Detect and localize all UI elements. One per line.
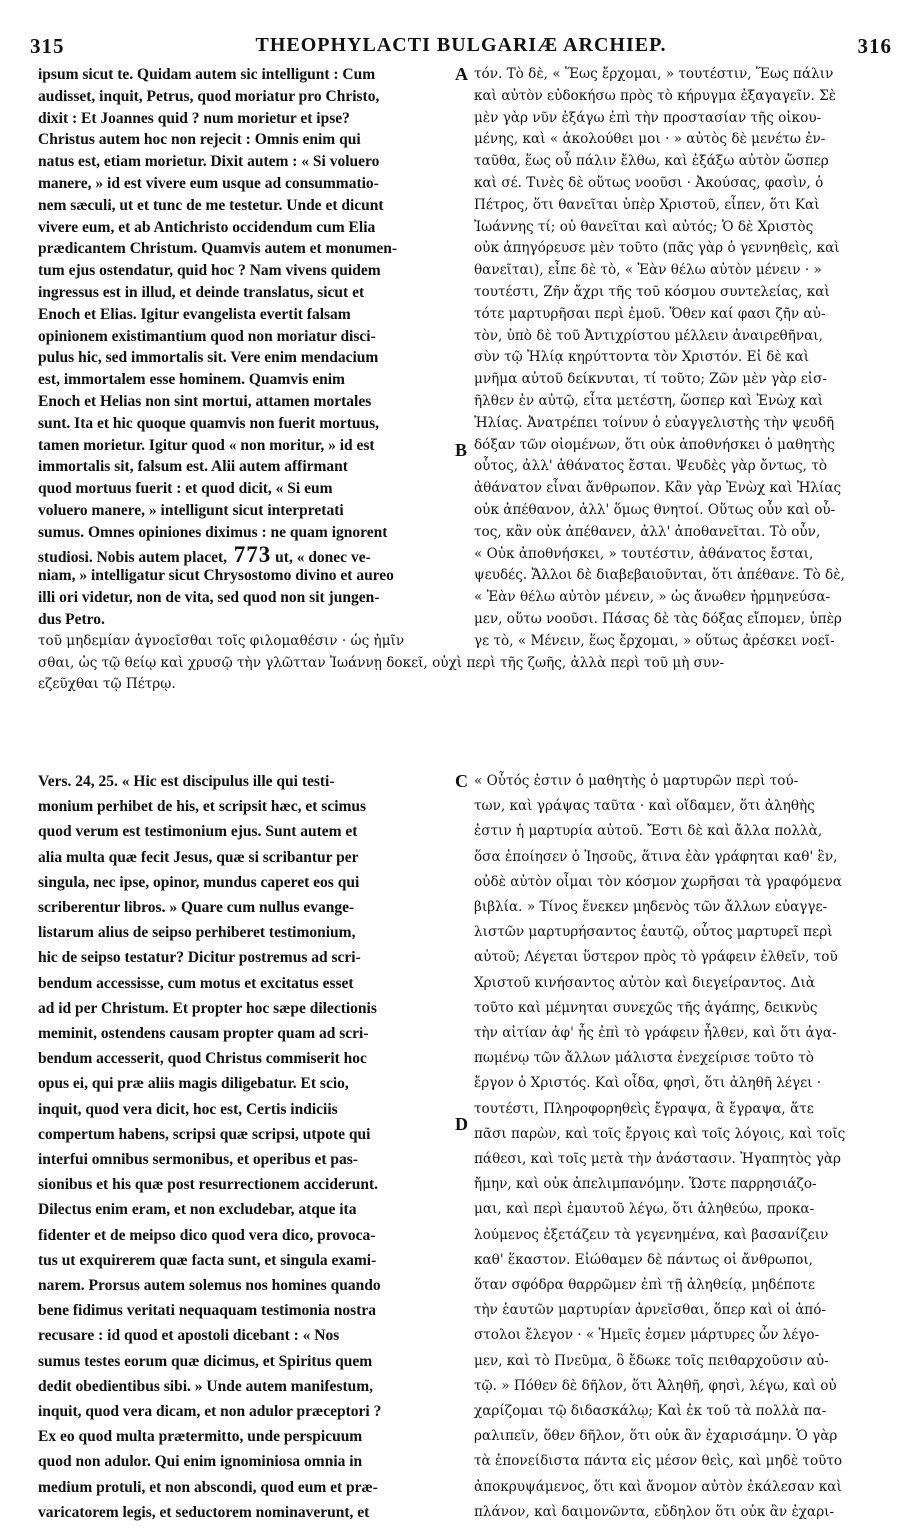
latin-line: quod mortuus fuerit : et quod dicit, « Si eum (38, 480, 333, 498)
greek-line: μνῆμα αὐτοῦ δείκνυται, τί τοῦτο; Ζῶν μὲν γὰρ εἰσ- (474, 371, 827, 388)
greek-line: ραλιπεῖν, ὅθεν δῆλον, ὅτι οὐκ ἂν ἐχαρισάμην. Ὁ γὰρ (474, 1428, 838, 1445)
latin-line: ad id per Christum. Et propter hoc sæpe dilectionis (38, 999, 377, 1017)
latin-line: sionibus et his quæ post resurrectionem acciderunt. (38, 1176, 379, 1194)
greek-line: μένης, καὶ « ἀκολούθει μοι · » αὐτὸς δὲ μενέτω ἐν- (474, 131, 826, 148)
greek-line: στολοι ἔλεγον · « Ἡμεῖς ἐσμεν μάρτυρες ὧν λέγο- (474, 1327, 820, 1344)
greek-line: Χριστοῦ κινήσαντος αὐτὸν καὶ διεγείραντος. Διὰ (474, 974, 815, 991)
greek-line: πωμένῳ τῶν ἄλλων μάλιστα ἐνεχείρισε τοῦτο τὸ (474, 1050, 814, 1067)
latin-line: tamen morietur. Igitur quod « non moritur, » id est (38, 436, 375, 454)
latin-line: monium perhibet de his, et scripsit hæc, et scimus (38, 798, 367, 816)
greek-line: σὺν τῷ Ἠλίᾳ κηρύττοντα τὸν Χριστόν. Εἰ δὲ καὶ (474, 349, 810, 366)
greek-line: λούμενος ἐξετάζειν τὰ γεγενημένα, καὶ βασανίζειν (474, 1226, 829, 1243)
latin-line: inquit, quod vera dicam, et non adulor præceptori ? (38, 1403, 382, 1420)
greek-line: πᾶσι παρὼν, καὶ τοῖς ἔργοις καὶ τοῖς λόγοις, καὶ τοῖς (474, 1125, 846, 1142)
latin-line-tail: ut, « donec ve- (271, 548, 371, 566)
greek-line: « Οὗτός ἐστιν ὁ μαθητὴς ὁ μαρτυρῶν περὶ τού- (474, 773, 799, 789)
latin-line: Enoch et Elias. Igitur evangelista evertit falsam (38, 305, 351, 323)
latin-line: audisset, inquit, Petrus, quod moriatur pro Christo, (38, 87, 380, 105)
latin-line: sumus. Omnes opiniones diximus : ne quam ignorent (38, 523, 388, 541)
greek-line: τὴν αἰτίαν ἀφ' ἧς ἐπὶ τὸ γράφειν ἦλθεν, καὶ ὅτι ἀγα- (474, 1025, 837, 1041)
margin-letter: B (455, 440, 468, 460)
greek-line: τουτέστι, Πληροφορηθεὶς ἔγραψα, ἃ ἔγραψα, ἅτε (474, 1100, 814, 1117)
greek-line: μαι, καὶ περὶ ἐμαυτοῦ λέγω, ὅτι ἀληθεύω, προκα- (474, 1201, 815, 1218)
latin-line: immortalis sit, falsum est. Alii autem affirmant (38, 458, 348, 476)
greek-line: οὐδὲ αὐτὸν οἶμαι τὸν κόσμον χωρῆσαι τὰ γραφόμενα (474, 873, 842, 890)
latin-line: tus ut exquirerem quæ facta sunt, et singula exami- (38, 1251, 377, 1269)
latin-line: bendum accessisse, cum motus et excitatus esset (38, 974, 354, 992)
greek-line: οὐκ ἀπέθανον, ἀλλ' ὅμως θνητοί. Οὕτως οὖν καὶ οὗ- (474, 502, 836, 518)
greek-line: αὐτοῦ; Λέγεται ὕστερον πρὸς τὸ γράφειν ἐλθεῖν, τοῦ (474, 949, 838, 966)
latin-line: dixit : Et Joannes quid ? num morietur et ipse? (38, 109, 350, 127)
greek-line: Πέτρος, ὅτι θανεῖται ὑπὲρ Χριστοῦ, εἶπεν, ὅτι Καὶ (474, 196, 820, 213)
greek-line: πάθεσι, καὶ τοῖς μετὰ τὴν ἀνάστασιν. Ἠγαπητὸς γὰρ (474, 1151, 842, 1167)
latin-line: prædicantem Christum. Quamvis autem et monumen- (38, 240, 398, 258)
latin-line: manere, » id est vivere eum usque ad consummatio- (38, 175, 379, 192)
greek-line: ἐστιν ἡ μαρτυρία αὐτοῦ. Ἔστι δὲ καὶ ἄλλα πολλὰ, (474, 823, 823, 840)
latin-line: niam, » intelligatur sicut Chrysostomo divino et aureo (38, 567, 394, 585)
latin-line: pulus hic, sed immortalis sit. Vere enim mendacium (38, 349, 379, 367)
greek-line: λιστῶν μαρτυρήσαντος ἑαυτῷ, οὗτος μαρτυρεῖ περὶ (474, 924, 833, 941)
margin-letter: D (455, 1114, 468, 1134)
greek-line: δόξαν τῶν οἰομένων, ὅτι οὐκ ἀποθνήσκει ὁ μαθητὴς (474, 436, 835, 453)
greek-line: πλάνον, καὶ δαιμονῶντα, εὔδηλον ὅτι οὐκ ἂν ἐχαρι- (474, 1503, 835, 1520)
latin-line: ipsum sicut te. Quidam autem sic intelligunt : Cum (38, 66, 376, 83)
greek-line: οὗτος, ἀλλ' ἀθάνατος ἔσται. Ψευδὲς γὰρ ὄντως, τὸ (474, 458, 828, 475)
latin-line: inquit, quod vera dicit, hoc est, Certis indiciis (38, 1100, 338, 1118)
latin-line: narem. Prorsus autem solemus nos homines quando (38, 1277, 381, 1294)
greek-line: θανεῖται), εἶπε δὲ τὸ, « Ἐὰν θέλω αὐτὸν μένειν · » (474, 262, 822, 279)
greek-line: τότε μαρτυρῆσαι περὶ ἐμοῦ. Ὅθεν καί φασι ζῆν αὐ- (474, 305, 826, 322)
latin-line: medium protuli, et non abscondi, quod eum et præ- (38, 1478, 378, 1496)
latin-line: quod verum est testimonium ejus. Sunt autem et (38, 823, 358, 841)
greek-line: καὶ αὐτὸν εὐδοκήσω πρὸς τὸ κήρυγμα ἐξαγαγεῖν. Σὲ (474, 87, 837, 104)
greek-line: τῷ. » Πόθεν δὲ δῆλον, ὅτι Ἀληθῆ, φησὶ, λέγω, καὶ οὐ (474, 1377, 837, 1394)
latin-line: tum ejus ostendatur, quid hoc ? Nam vivens quidem (38, 262, 381, 280)
latin-line: bendum accesserit, quod Christus commiserit hoc (38, 1050, 367, 1068)
greek-line: ἔργον ὁ Χριστός. Καὶ οἶδα, φησὶ, ὅτι ἀληθῆ λέγει · (474, 1075, 822, 1092)
greek-line: ὅταν σφόδρα θαρρῶμεν ἐπὶ τῇ ἀληθείᾳ, μηδέποτε (474, 1277, 816, 1293)
latin-line: compertum habens, scripsi quæ scripsi, utpote qui (38, 1125, 371, 1143)
latin-line: vivere eum, et ab Antichristo occidendum cum Elia (38, 218, 376, 236)
latin-line: studiosi. Nobis autem placet, 773 ut, « donec ve- (38, 541, 371, 567)
latin-line: scriberentur libros. » Quare cum nullus evange- (38, 899, 355, 916)
greek-line: τὴν ἑαυτῶν μαρτυρίαν ἀρνεῖσθαι, ὅπερ καὶ οἱ ἀπό- (474, 1302, 827, 1319)
latin-line: opus ei, qui præ aliis magis diligebatur. Et scio, (38, 1075, 349, 1093)
latin-line: bene fidimus veritati nequaquam testimonia nostra (38, 1302, 376, 1320)
greek-line: καὶ σέ. Τινὲς δὲ οὕτως νοοῦσι · Ἀκούσας, φασὶν, ὁ (474, 175, 824, 191)
latin-line: ingressus est in illud, et deinde translatus, sicut et (38, 284, 365, 301)
latin-line: varicatorem legis, et seductorem nominaverunt, et (38, 1503, 370, 1521)
greek-line: τουτέστι, Ζῆν ἄχρι τῆς τοῦ κόσμου συντελείας, καὶ (474, 284, 830, 300)
page-number-left: 315 (30, 34, 65, 58)
greek-line: τος, κἂν οὐκ ἀπέθανεν, ἀλλ' ἀποθανεῖται. Τὸ οὖν, (474, 523, 821, 540)
margin-letter: A (455, 64, 468, 84)
greek-line: μεν, οὕτω νοοῦσι. Πάσας δὲ τὰς δόξας εἴπομεν, ὑπὲρ (474, 611, 842, 627)
greek-line: ῆλθεν ἐν αὐτῷ, εἶτα μετέστη, ὥσπερ καὶ Ἐνὼχ καὶ (474, 393, 824, 409)
latin-line: Vers. 24, 25. « Hic est discipulus ille qui testi- (38, 773, 335, 790)
page-number-right: 316 (857, 34, 892, 58)
greek-line: ψευδές. Ἄλλοι δὲ διαβεβαιοῦνται, ὅτι ἀπέθανε. Τὸ δὲ, (474, 567, 845, 584)
greek-line: « Ἐὰν θέλω αὐτὸν μένειν, » ὡς ἄνωθεν ἡρμηνεύσα- (474, 589, 831, 606)
latin-line: voluero manere, » intelligunt sicut interpretati (38, 502, 344, 519)
greek-line: Ἰωάννης τί; οὐ θανεῖται καὶ αὐτός; Ὁ δὲ Χριστὸς (474, 218, 814, 235)
latin-line: illi ori videtur, non de vita, sed quod non sit jungen- (38, 589, 380, 607)
latin-line: dus Petro. (38, 611, 105, 628)
latin-line: alia multa quæ fecit Jesus, quæ si scribantur per (38, 848, 359, 866)
latin-line: fidenter et de meipso dico quod vera dico, provoca- (38, 1226, 376, 1244)
running-title: THEOPHYLACTI BULGARIÆ ARCHIEP. (255, 34, 667, 56)
latin-line: Dilectus enim eram, et non excludebar, atque ita (38, 1201, 357, 1219)
greek-line: τὸν, ὑπὸ δὲ τοῦ Ἀντιχρίστου μέλλειν ἀναιρεθῆναι, (474, 327, 823, 344)
greek-wide-line: εζεῦχθαι τῷ Πέτρῳ. (38, 676, 176, 693)
greek-line: τόν. Τὸ δὲ, « Ἕως ἔρχομαι, » τουτέστιν, Ἕως πάλιν (474, 66, 834, 82)
greek-line: τὰ ἐπονείδιστα πάντα εἰς μέσον θεὶς, καὶ μηδὲ τοῦτο (474, 1453, 843, 1470)
latin-line: sumus testes eorum quæ dicimus, et Spiritus quem (38, 1352, 373, 1370)
greek-line: μὲν γὰρ νῦν ἐξάγω ἐπὶ τὴν προστασίαν τῆς οἰκου- (474, 109, 822, 126)
latin-line: quod non adulor. Qui enim ignominiosa omnia in (38, 1453, 363, 1471)
greek-line: ὅσα ἐποίησεν ὁ Ἰησοῦς, ἅτινα ἐὰν γράφηται καθ' ἓν, (474, 848, 838, 865)
latin-line: hic de seipso testatur? Dicitur postremus ad scri- (38, 949, 361, 967)
latin-line: listarum alius de seipso perhiberet testimonium, (38, 924, 356, 942)
latin-line: est, immortalem esse hominem. Quamvis enim (38, 371, 345, 389)
latin-line: Enoch et Helias non sint mortui, attamen mortales (38, 393, 372, 410)
greek-line: βιβλία. » Τίνος ἕνεκεν μηδενὸς τῶν ἄλλων εὐαγγε- (474, 899, 828, 915)
latin-line: singula, nec ipse, opinor, mundus caperet eos qui (38, 873, 360, 891)
greek-wide-line: σθαι, ὡς τῷ θείῳ καὶ χρυσῷ τὴν γλῶτταν Ἰωάννῃ δοκεῖ, οὐχὶ περὶ τῆς ζωῆς, ἀλλὰ περὶ τοῦ μὴ συν- (38, 654, 725, 671)
greek-line: μεν, καὶ τὸ Πνεῦμα, ὃ ἔδωκε τοῖς πειθαρχοῦσιν αὐ- (474, 1352, 829, 1369)
latin-line: Christus autem hoc non rejecit : Omnis enim qui (38, 131, 361, 149)
greek-line: « Οὐκ ἀποθνήσκει, » τουτέστιν, ἀθάνατος ἔσται, (474, 545, 814, 562)
greek-line: ἀποκρυψάμενος, ὅτι καὶ ἄνομον αὐτὸν ἐκάλεσαν καὶ (474, 1478, 842, 1495)
latin-line: interfui omnibus sermonibus, et operibus et pas- (38, 1151, 358, 1168)
latin-line: natus est, etiam morietur. Dixit autem : « Si voluero (38, 153, 380, 171)
greek-wide-line: τοῦ μηδεμίαν ἀγνοεῖσθαι τοῖς φιλομαθέσιν · ὡς ἡμῖν (38, 632, 405, 649)
greek-line: ταῦθα, ἕως οὗ πάλιν ἔλθω, καὶ ἐξάξω αὐτὸν ὥσπερ (474, 153, 829, 170)
latin-line: sunt. Ita et hic quoque quamvis non fuerit mortuus, (38, 414, 380, 432)
greek-line: των, καὶ γράψας ταῦτα · καὶ οἴδαμεν, ὅτι ἀληθὴς (474, 798, 815, 815)
column-number: 773 (227, 541, 272, 567)
latin-line: dedit obedientibus sibi. » Unde autem manifestum, (38, 1377, 374, 1395)
greek-line: γε τὸ, « Μένειν, ἕως ἔρχομαι, » οὕτως ἀρέσκει νοεῖ- (474, 632, 835, 649)
margin-letter: C (455, 771, 468, 791)
greek-line: χαρίζομαι τῷ διδασκάλῳ; Καὶ ἐκ τοῦ τὰ πολλὰ πα- (474, 1403, 827, 1419)
running-header (30, 34, 892, 60)
latin-line: opinionem existimantium quod non moriatur disci- (38, 327, 376, 345)
greek-line: οὐκ ἀπηγόρευσε μὲν τοῦτο (πᾶς γὰρ ὁ γεννηθεὶς, καὶ (474, 240, 840, 257)
greek-line: Ἠλίας. Ἀνατρέπει τοίνυν ὁ εὐαγγελιστὴς τὴν ψευδῆ (474, 414, 835, 431)
latin-line: meminit, ostendens causam propter quam ad scri- (38, 1025, 369, 1042)
latin-line: recusare : id quod et apostoli dicebant : « Nos (38, 1327, 340, 1345)
greek-line: τοῦτο καὶ μέμνηται συνεχῶς τῆς ἀγάπης, δεικνὺς (474, 999, 818, 1016)
greek-line: καθ' ἕκαστον. Εἰώθαμεν δὲ πάντως οἱ ἄνθρωποι, (474, 1251, 813, 1268)
greek-line: ἤμην, καὶ οὐκ ἀπελιμπανόμην. Ὥστε παρρησιάζο- (474, 1176, 817, 1193)
greek-line: ἀθάνατον εἶναι ἄνθρωπον. Κἂν γὰρ Ἐνὼχ καὶ Ἠλίας (474, 480, 842, 497)
latin-line: Ex eo quod multa prætermitto, unde perspicuum (38, 1428, 363, 1446)
latin-line: nem sæculi, ut et tunc de me testetur. Unde et dicunt (38, 196, 384, 214)
